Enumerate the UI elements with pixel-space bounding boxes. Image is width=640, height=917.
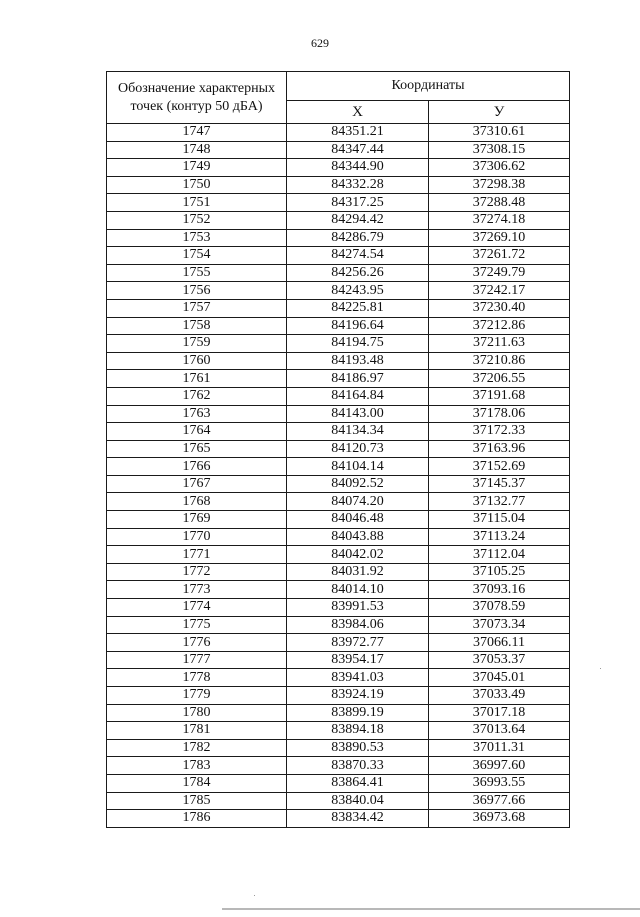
y-coordinate-cell: 37113.24 [429, 528, 570, 546]
point-id-cell: 1764 [107, 423, 287, 441]
point-id-cell: 1778 [107, 669, 287, 687]
x-coordinate-cell: 84347.44 [287, 141, 429, 159]
scan-speck [254, 895, 255, 896]
y-coordinate-cell: 37242.17 [429, 282, 570, 300]
coordinates-table [106, 71, 570, 828]
y-coordinate-cell: 37191.68 [429, 387, 570, 405]
table-row [107, 616, 570, 634]
y-coordinate-cell: 37261.72 [429, 247, 570, 265]
y-coordinate-cell: 37211.63 [429, 335, 570, 353]
table-row [107, 282, 570, 300]
table-row [107, 124, 570, 142]
x-coordinate-cell: 84143.00 [287, 405, 429, 423]
x-column-header: X [287, 101, 429, 124]
x-coordinate-cell: 83894.18 [287, 722, 429, 740]
y-coordinate-cell: 36973.68 [429, 810, 570, 828]
table-row [107, 405, 570, 423]
y-coordinate-cell: 37306.62 [429, 159, 570, 177]
y-coordinate-cell: 37288.48 [429, 194, 570, 212]
x-coordinate-cell: 84193.48 [287, 352, 429, 370]
point-id-cell: 1772 [107, 563, 287, 581]
x-coordinate-cell: 84014.10 [287, 581, 429, 599]
table-row [107, 493, 570, 511]
y-column-header: У [429, 101, 570, 124]
x-coordinate-cell: 84042.02 [287, 546, 429, 564]
table-row [107, 211, 570, 229]
point-id-cell: 1751 [107, 194, 287, 212]
point-id-cell: 1757 [107, 299, 287, 317]
x-coordinate-cell: 84046.48 [287, 511, 429, 529]
table-row [107, 722, 570, 740]
table-row [107, 687, 570, 705]
point-id-cell: 1773 [107, 581, 287, 599]
x-coordinate-cell: 84286.79 [287, 229, 429, 247]
table-row [107, 299, 570, 317]
point-id-cell: 1776 [107, 634, 287, 652]
table-row [107, 581, 570, 599]
x-coordinate-cell: 84256.26 [287, 264, 429, 282]
point-id-cell: 1784 [107, 774, 287, 792]
y-coordinate-cell: 37115.04 [429, 511, 570, 529]
table-row [107, 651, 570, 669]
y-coordinate-cell: 37078.59 [429, 599, 570, 617]
table-row [107, 317, 570, 335]
y-coordinate-cell: 36993.55 [429, 774, 570, 792]
table-row [107, 634, 570, 652]
table-row [107, 176, 570, 194]
x-coordinate-cell: 84194.75 [287, 335, 429, 353]
x-coordinate-cell: 84120.73 [287, 440, 429, 458]
point-id-cell: 1770 [107, 528, 287, 546]
point-id-cell: 1747 [107, 124, 287, 142]
table-header [107, 72, 570, 124]
y-coordinate-cell: 36977.66 [429, 792, 570, 810]
table-row [107, 159, 570, 177]
x-coordinate-cell: 84351.21 [287, 124, 429, 142]
y-coordinate-cell: 37132.77 [429, 493, 570, 511]
point-id-cell: 1761 [107, 370, 287, 388]
table-row [107, 599, 570, 617]
point-id-cell: 1748 [107, 141, 287, 159]
table-row [107, 757, 570, 775]
y-coordinate-cell: 37105.25 [429, 563, 570, 581]
point-id-cell: 1780 [107, 704, 287, 722]
table-row [107, 458, 570, 476]
point-id-cell: 1779 [107, 687, 287, 705]
x-coordinate-cell: 84196.64 [287, 317, 429, 335]
y-coordinate-cell: 37230.40 [429, 299, 570, 317]
point-id-cell: 1755 [107, 264, 287, 282]
table-row [107, 739, 570, 757]
y-coordinate-cell: 37045.01 [429, 669, 570, 687]
y-coordinate-cell: 37269.10 [429, 229, 570, 247]
table-row [107, 264, 570, 282]
point-id-cell: 1758 [107, 317, 287, 335]
scan-speck [600, 668, 601, 669]
table-row [107, 511, 570, 529]
point-id-cell: 1765 [107, 440, 287, 458]
y-coordinate-cell: 37206.55 [429, 370, 570, 388]
table-row [107, 546, 570, 564]
table-row [107, 810, 570, 828]
x-coordinate-cell: 84317.25 [287, 194, 429, 212]
y-coordinate-cell: 37017.18 [429, 704, 570, 722]
x-coordinate-cell: 84225.81 [287, 299, 429, 317]
y-coordinate-cell: 37093.16 [429, 581, 570, 599]
y-coordinate-cell: 37033.49 [429, 687, 570, 705]
table-row [107, 247, 570, 265]
table-row [107, 370, 570, 388]
y-coordinate-cell: 37210.86 [429, 352, 570, 370]
point-id-cell: 1762 [107, 387, 287, 405]
point-id-cell: 1756 [107, 282, 287, 300]
table-row [107, 475, 570, 493]
table-row [107, 141, 570, 159]
table-row [107, 563, 570, 581]
point-id-cell: 1763 [107, 405, 287, 423]
table-row [107, 704, 570, 722]
point-id-cell: 1774 [107, 599, 287, 617]
point-id-cell: 1759 [107, 335, 287, 353]
x-coordinate-cell: 83941.03 [287, 669, 429, 687]
page-number: 629 [311, 36, 329, 50]
x-coordinate-cell: 83954.17 [287, 651, 429, 669]
y-coordinate-cell: 37066.11 [429, 634, 570, 652]
point-id-cell: 1750 [107, 176, 287, 194]
header-row-top [107, 72, 570, 101]
x-coordinate-cell: 83870.33 [287, 757, 429, 775]
y-coordinate-cell: 37013.64 [429, 722, 570, 740]
y-coordinate-cell: 37112.04 [429, 546, 570, 564]
point-id-cell: 1753 [107, 229, 287, 247]
x-coordinate-cell: 84092.52 [287, 475, 429, 493]
y-coordinate-cell: 37145.37 [429, 475, 570, 493]
y-coordinate-cell: 37011.31 [429, 739, 570, 757]
point-id-cell: 1766 [107, 458, 287, 476]
table-row [107, 774, 570, 792]
y-coordinate-cell: 37152.69 [429, 458, 570, 476]
x-coordinate-cell: 84243.95 [287, 282, 429, 300]
x-coordinate-cell: 84031.92 [287, 563, 429, 581]
y-coordinate-cell: 37178.06 [429, 405, 570, 423]
y-coordinate-cell: 37308.15 [429, 141, 570, 159]
x-coordinate-cell: 84164.84 [287, 387, 429, 405]
x-coordinate-cell: 84104.14 [287, 458, 429, 476]
table-body [107, 124, 570, 828]
point-id-cell: 1786 [107, 810, 287, 828]
table-row [107, 440, 570, 458]
x-coordinate-cell: 83991.53 [287, 599, 429, 617]
x-coordinate-cell: 84186.97 [287, 370, 429, 388]
table-row [107, 194, 570, 212]
x-coordinate-cell: 84074.20 [287, 493, 429, 511]
y-coordinate-cell: 37298.38 [429, 176, 570, 194]
y-coordinate-cell: 37163.96 [429, 440, 570, 458]
x-coordinate-cell: 83834.42 [287, 810, 429, 828]
x-coordinate-cell: 84294.42 [287, 211, 429, 229]
table-row [107, 792, 570, 810]
point-id-cell: 1749 [107, 159, 287, 177]
coordinates-header: Координаты [287, 72, 570, 101]
table-row [107, 528, 570, 546]
y-coordinate-cell: 37274.18 [429, 211, 570, 229]
y-coordinate-cell: 36997.60 [429, 757, 570, 775]
point-id-cell: 1760 [107, 352, 287, 370]
scan-bottom-rule [222, 908, 640, 910]
x-coordinate-cell: 83890.53 [287, 739, 429, 757]
y-coordinate-cell: 37172.33 [429, 423, 570, 441]
y-coordinate-cell: 37249.79 [429, 264, 570, 282]
table-row [107, 229, 570, 247]
x-coordinate-cell: 83899.19 [287, 704, 429, 722]
point-id-cell: 1769 [107, 511, 287, 529]
x-coordinate-cell: 83864.41 [287, 774, 429, 792]
table-row [107, 669, 570, 687]
x-coordinate-cell: 83924.19 [287, 687, 429, 705]
point-id-cell: 1782 [107, 739, 287, 757]
point-designation-header: Обозначение характерных точек (контур 50 дБА) [107, 72, 287, 124]
point-id-cell: 1775 [107, 616, 287, 634]
x-coordinate-cell: 84043.88 [287, 528, 429, 546]
x-coordinate-cell: 83972.77 [287, 634, 429, 652]
x-coordinate-cell: 84274.54 [287, 247, 429, 265]
point-id-cell: 1771 [107, 546, 287, 564]
point-id-cell: 1785 [107, 792, 287, 810]
table-row [107, 352, 570, 370]
point-id-cell: 1768 [107, 493, 287, 511]
point-id-cell: 1752 [107, 211, 287, 229]
point-id-cell: 1783 [107, 757, 287, 775]
point-id-cell: 1754 [107, 247, 287, 265]
x-coordinate-cell: 83840.04 [287, 792, 429, 810]
table-row [107, 335, 570, 353]
point-id-cell: 1767 [107, 475, 287, 493]
x-coordinate-cell: 84344.90 [287, 159, 429, 177]
point-id-cell: 1777 [107, 651, 287, 669]
y-coordinate-cell: 37053.37 [429, 651, 570, 669]
x-coordinate-cell: 84134.34 [287, 423, 429, 441]
table-row [107, 423, 570, 441]
point-id-cell: 1781 [107, 722, 287, 740]
x-coordinate-cell: 84332.28 [287, 176, 429, 194]
x-coordinate-cell: 83984.06 [287, 616, 429, 634]
table-row [107, 387, 570, 405]
y-coordinate-cell: 37212.86 [429, 317, 570, 335]
y-coordinate-cell: 37310.61 [429, 124, 570, 142]
y-coordinate-cell: 37073.34 [429, 616, 570, 634]
